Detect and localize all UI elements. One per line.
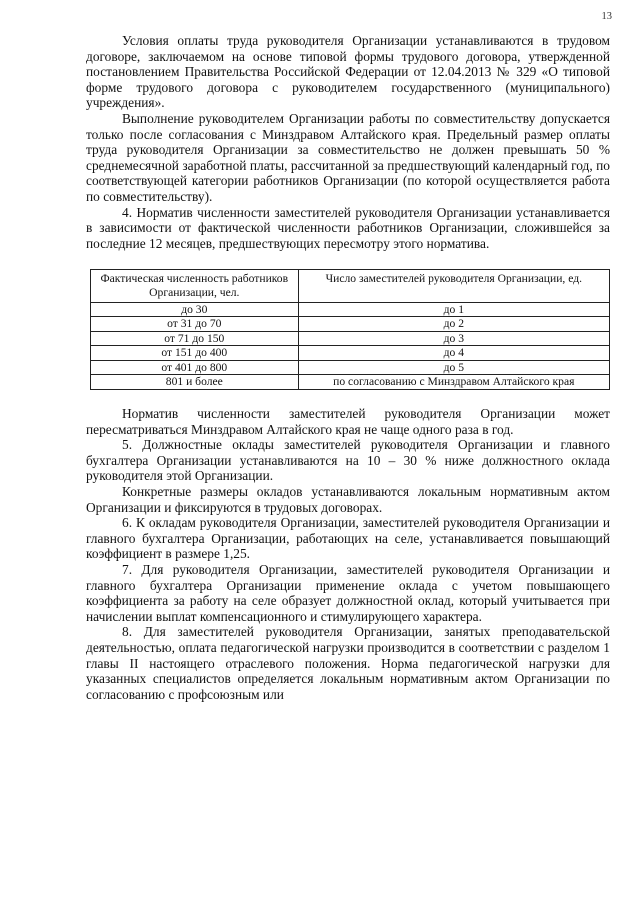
- table-cell-staff: от 71 до 150: [91, 331, 299, 346]
- paragraph-deputy-salaries: 5. Должностные оклады заместителей руководителя Организации и главного бухгалтера Организации устанавливаются на 10 – 30 % ниже должностного оклада руководителя этой Организации.: [86, 437, 610, 484]
- deputies-norm-table: [90, 269, 610, 390]
- paragraph-norm-revision: Норматив численности заместителей руководителя Организации может пересматриваться Минздравом Алтайского края не чаще одного раза в год.: [86, 406, 610, 437]
- table-cell-deputies: до 5: [298, 360, 609, 375]
- table-cell-staff: от 31 до 70: [91, 317, 299, 332]
- table-cell-deputies: до 2: [298, 317, 609, 332]
- paragraph-teaching-load: 8. Для заместителей руководителя Организации, занятых преподавательской деятельностью, оплата педагогической нагрузки производится в соответствии с разделом 1 главы II настоящего отраслевого положения. Норма педагогической нагрузки для указанных специалистов определяется локальным нормативным актом Организации по согласованию с профсоюзным или: [86, 624, 610, 702]
- table-row: [91, 302, 610, 317]
- table-header-staff-count: Фактическая численность работников Организации, чел.: [91, 270, 299, 302]
- table-cell-staff: от 151 до 400: [91, 346, 299, 361]
- page-number: 13: [601, 11, 612, 22]
- table-row: [91, 360, 610, 375]
- paragraph-deputies-norm: 4. Норматив численности заместителей руководителя Организации устанавливается в зависимости от фактической численности работников Организации, сложившейся за последние 12 месяцев, предшествующих пересмотру этого норматива.: [86, 204, 610, 251]
- table-cell-staff: 801 и более: [91, 375, 299, 390]
- table-row: [91, 346, 610, 361]
- table-row: [91, 375, 610, 390]
- table-header-row: [91, 270, 610, 302]
- table-header-deputies-count: Число заместителей руководителя Организации, ед.: [298, 270, 609, 302]
- paragraph-part-time-work: Выполнение руководителем Организации работы по совместительству допускается только после согласования с Минздравом Алтайского края. Предельный размер оплаты труда руководителя Организации за совместительство не должен превышать 50 % среднемесячной заработной платы, рассчитанной за предшествующий календарный год, по соответствующей категории работников Организации (по которой осуществляется работа по совместительству).: [86, 110, 610, 204]
- paragraph-salary-local-act: Конкретные размеры окладов устанавливаются локальным нормативным актом Организации и фиксируются в трудовых договорах.: [86, 484, 610, 515]
- table-cell-deputies: до 4: [298, 346, 609, 361]
- paragraph-rural-coefficient: 6. К окладам руководителя Организации, заместителей руководителя Организации и главного бухгалтера Организации, работающих на селе, устанавливается повышающий коэффициент в размере 1,25.: [86, 515, 610, 562]
- document-body: [86, 33, 610, 702]
- table-row: [91, 331, 610, 346]
- table-cell-deputies: по согласованию с Минздравом Алтайского края: [298, 375, 609, 390]
- table-cell-staff: от 401 до 800: [91, 360, 299, 375]
- table-cell-deputies: до 3: [298, 331, 609, 346]
- table-cell-staff: до 30: [91, 302, 299, 317]
- table-cell-deputies: до 1: [298, 302, 609, 317]
- paragraph-contract-terms: Условия оплаты труда руководителя Организации устанавливаются в трудовом договоре, заключаемом на основе типовой формы трудового договора, утвержденной постановлением Правительства Российской Федерации от 12.04.2013 № 329 «О типовой форме трудового договора с руководителем государственного (муниципального) учреждения».: [86, 33, 610, 111]
- paragraph-rural-salary-basis: 7. Для руководителя Организации, заместителей руководителя Организации и главного бухгалтера Организации применение оклада с учетом повышающего коэффициента за работу на селе образует должностной оклад, который учитывается при начислении выплат компенсационного и стимулирующего характера.: [86, 562, 610, 624]
- table-row: [91, 317, 610, 332]
